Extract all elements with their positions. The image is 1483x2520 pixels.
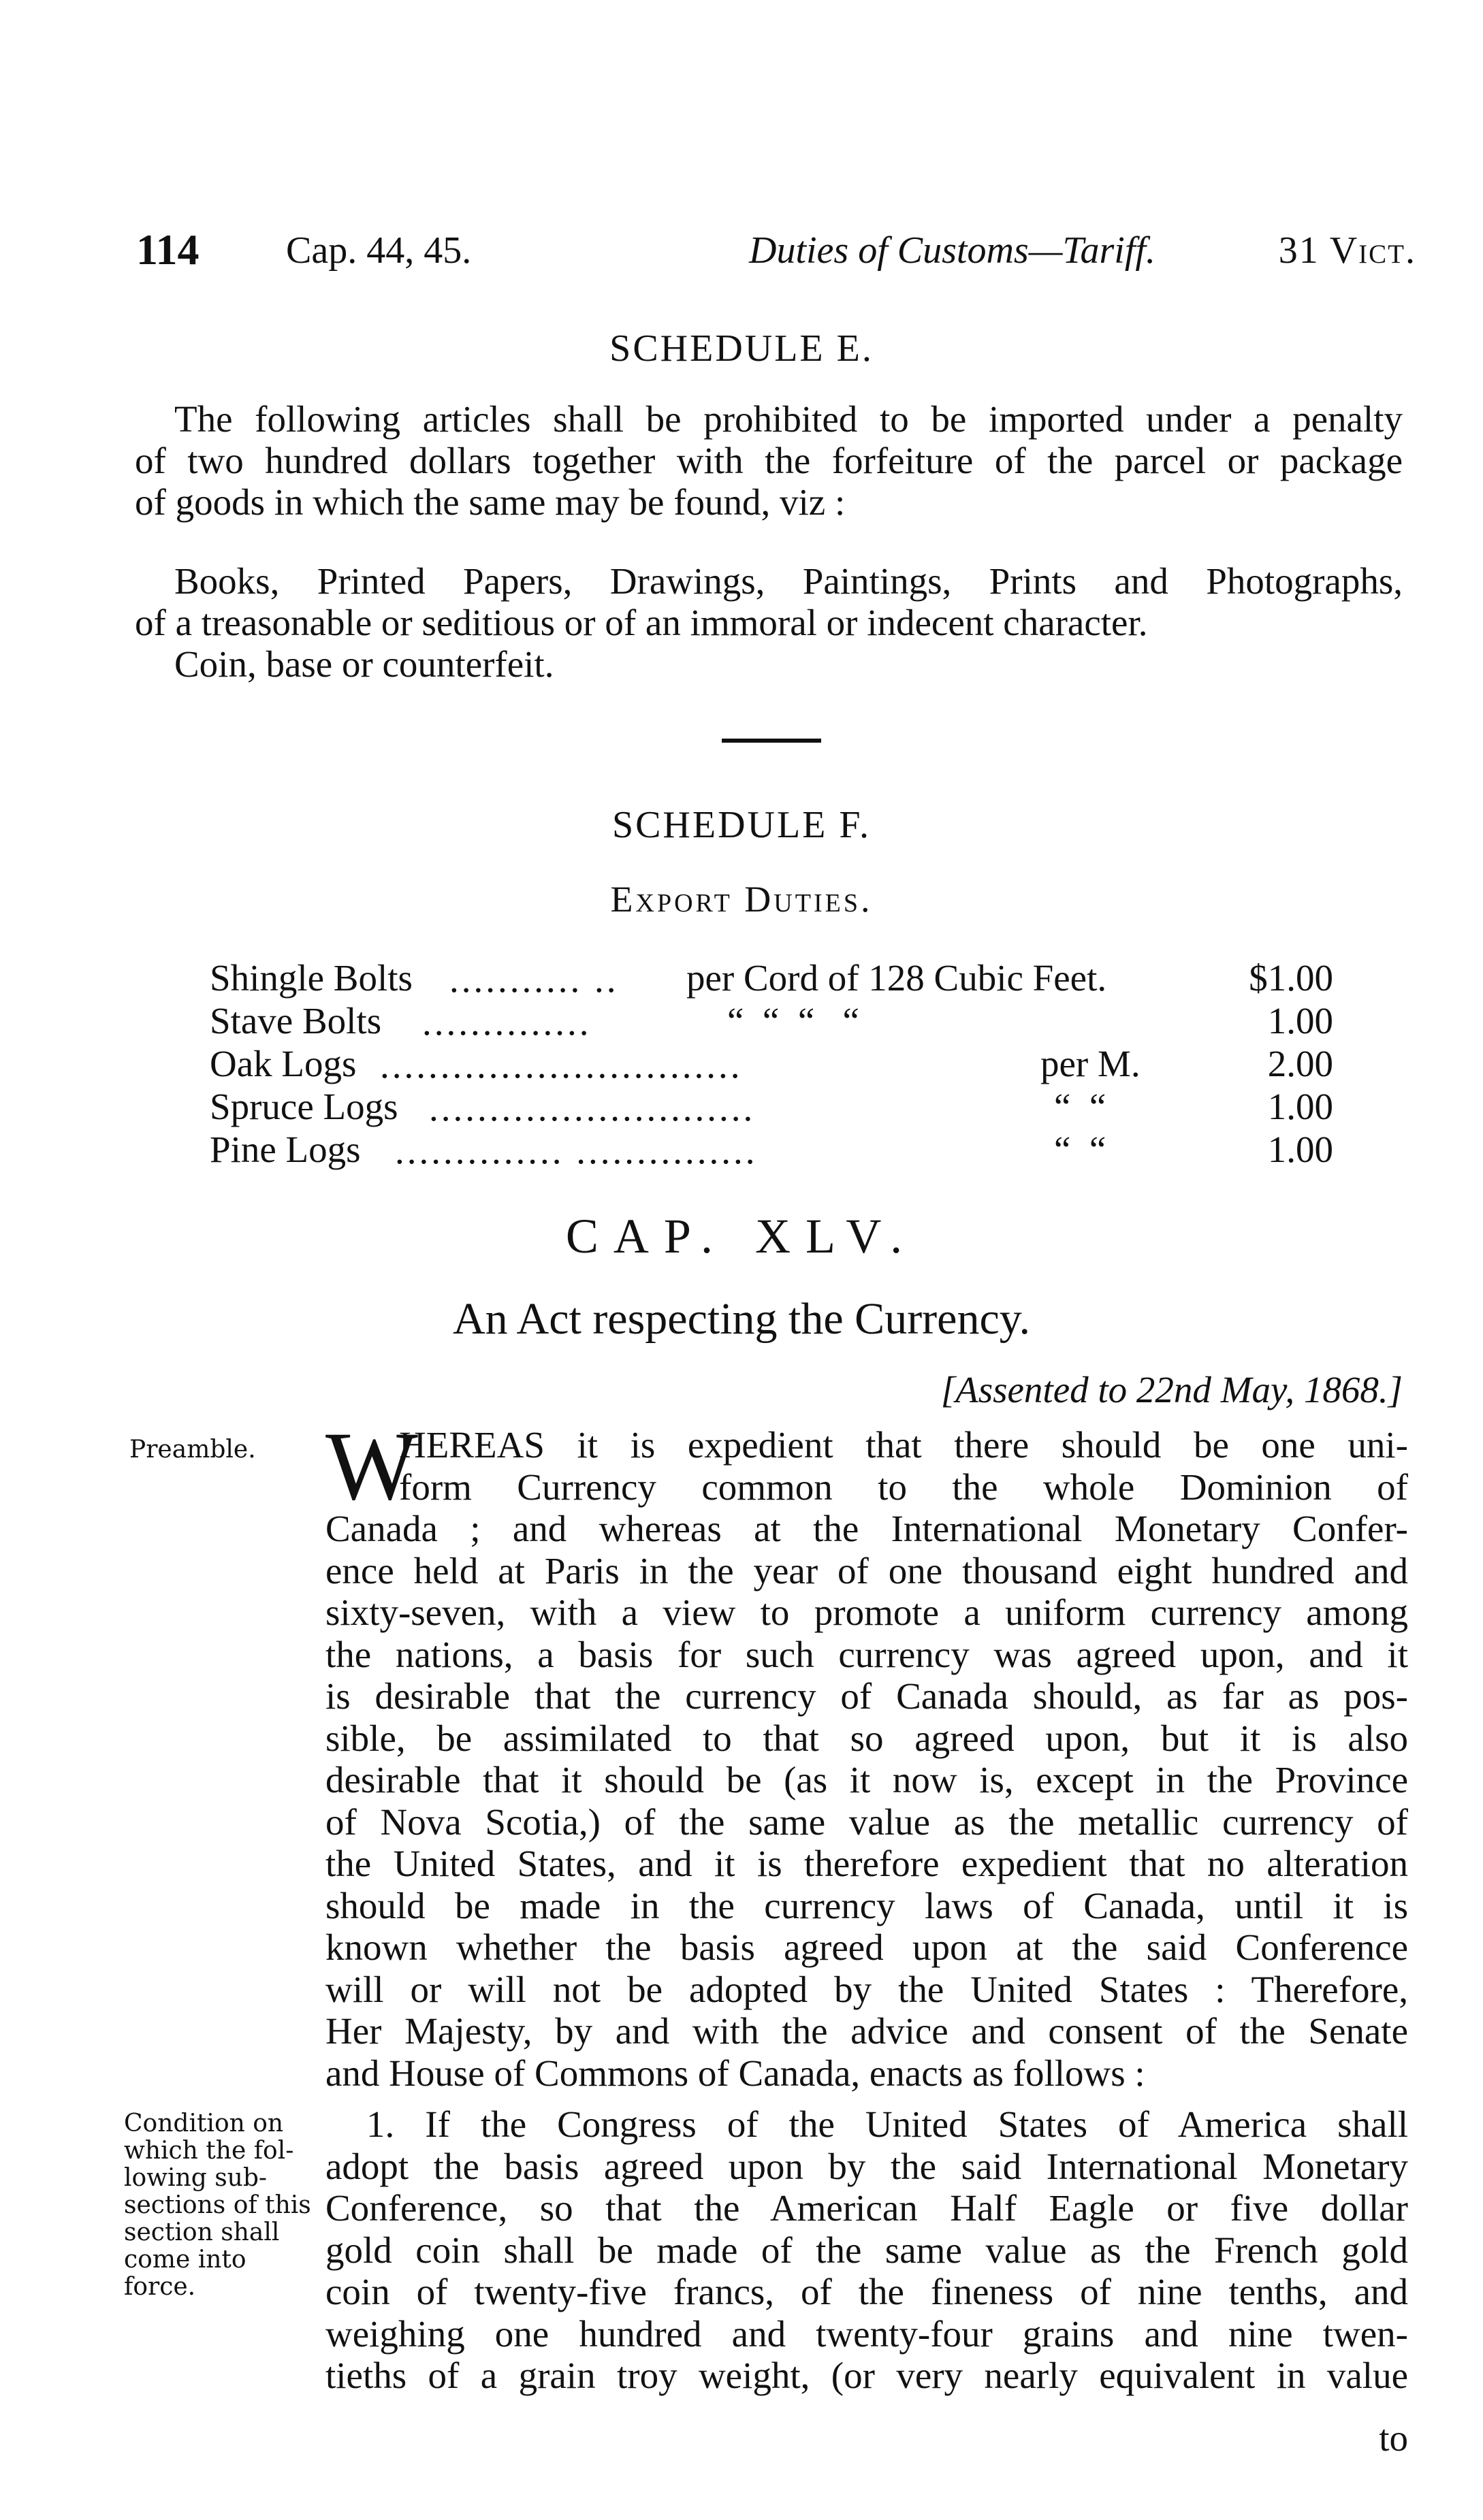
duty-item: Pine Logs <box>210 1129 361 1170</box>
margin-note-line: lowing sub- <box>124 2164 268 2192</box>
assent-date: [Assented to 22nd May, 1868.] <box>940 1369 1403 1410</box>
schedule-e-intro <box>135 398 1403 523</box>
text-line: is desirable that the currency of Canada should, as far as pos- <box>325 1675 1408 1717</box>
margin-note-line: sections of this <box>124 2191 311 2219</box>
text-line: Canada ; and whereas at the International Monetary Confer- <box>325 1508 1408 1549</box>
dot-leader: .............................. <box>380 1044 743 1086</box>
duty-rate: 1.00 <box>1267 1129 1333 1170</box>
text-line: gold coin shall be made of the same value as the French gold <box>325 2229 1408 2271</box>
text-line: known whether the basis agreed upon at the said Conference <box>325 1926 1408 1968</box>
preamble-text <box>325 1412 1408 2094</box>
text-line: sible, be assimilated to that so agreed upon, but it is also <box>325 1717 1408 1759</box>
act-title: An Act respecting the Currency. <box>453 1294 1030 1344</box>
duty-rate: $1.00 <box>1249 957 1333 999</box>
duty-unit: “ “ <box>1054 1086 1106 1127</box>
text-line: and House of Commons of Canada, enacts as follows : <box>325 2052 1145 2094</box>
text-line: Books, Printed Papers, Drawings, Paintings, Prints and Photographs, <box>174 560 1403 602</box>
text-line: of two hundred dollars together with the forfeiture of the parcel or package <box>135 440 1403 481</box>
regnal-year: 31 Vict. <box>1278 229 1416 272</box>
text-line: form Currency common to the whole Dominion of <box>399 1466 1408 1508</box>
page-number: 114 <box>136 225 200 274</box>
text-line: coin of twenty-five francs, of the fineness of nine tenths, and <box>325 2271 1408 2312</box>
margin-note-line: section shall <box>124 2218 280 2246</box>
duty-unit: per M. <box>1040 1043 1141 1084</box>
text-line: of a treasonable or seditious or of an immoral or indecent character. <box>135 602 1148 643</box>
dot-leader: ........... .. <box>449 958 619 1000</box>
text-line: weighing one hundred and twenty-four grains and nine twen- <box>325 2312 1408 2355</box>
running-title: Duties of Customs—Tariff. <box>749 229 1155 272</box>
text-line: of Nova Scotia,) of the same value as the metallic currency of <box>325 1800 1408 1843</box>
text-line: should be made in the currency laws of Canada, until it is <box>325 1884 1408 1926</box>
text-line: the United States, and it is therefore expedient that no alteration <box>325 1843 1408 1884</box>
chapter-reference: Cap. 44, 45. <box>286 229 472 272</box>
duty-row <box>210 956 1333 1000</box>
schedule-e-items <box>135 560 1403 685</box>
section-divider <box>722 739 821 743</box>
duty-row <box>210 1042 1333 1086</box>
margin-note-preamble: Preamble. <box>129 1436 256 1464</box>
dot-leader: ........................... <box>429 1087 756 1129</box>
export-duties-heading: Export Duties. <box>610 879 873 920</box>
dot-leader: .............. ............... <box>395 1130 758 1172</box>
dot-leader: .............. <box>422 1001 592 1043</box>
drop-cap: W <box>325 1412 418 1521</box>
duty-rate: 2.00 <box>1267 1043 1333 1084</box>
schedule-e-heading: SCHEDULE E. <box>609 327 874 370</box>
text-line: sixty-seven, with a view to promote a uniform currency among <box>325 1592 1408 1633</box>
section-1-text <box>325 2103 1408 2397</box>
duty-row <box>210 999 1333 1043</box>
text-line: the nations, a basis for such currency was agreed upon, and it <box>325 1633 1408 1675</box>
text-line: of goods in which the same may be found, viz : <box>135 481 846 523</box>
text-line: The following articles shall be prohibited to be imported under a penalty <box>174 398 1403 440</box>
schedule-f-heading: SCHEDULE F. <box>611 804 872 846</box>
text-line: tieths of a grain troy weight, (or very nearly equivalent in value <box>325 2355 1408 2396</box>
duty-item: Stave Bolts <box>210 1000 382 1041</box>
text-line: desirable that it should be (as it now is, except in the Province <box>325 1759 1408 1800</box>
catch-word: to <box>1379 2417 1408 2459</box>
margin-note-line: Condition on <box>124 2110 284 2137</box>
duty-item: Shingle Bolts <box>210 957 413 999</box>
text-line: adopt the basis agreed upon by the said International Monetary <box>325 2145 1408 2187</box>
running-header <box>136 225 1416 279</box>
duty-item: Spruce Logs <box>210 1086 398 1127</box>
margin-note-line: force. <box>124 2273 196 2301</box>
text-line: Coin, base or counterfeit. <box>174 643 554 685</box>
margin-note-line: come into <box>124 2246 246 2274</box>
duty-rate: 1.00 <box>1267 1000 1333 1041</box>
duty-unit: “ “ “ “ <box>727 1000 859 1041</box>
chapter-number: CAP. XLV. <box>565 1209 918 1263</box>
duty-row <box>210 1085 1333 1129</box>
duty-unit: per Cord of 128 Cubic Feet. <box>686 957 1107 999</box>
duty-item: Oak Logs <box>210 1043 357 1084</box>
text-line: will or will not be adopted by the United States : Therefore, <box>325 1968 1408 2010</box>
margin-note-section-1 <box>124 2110 311 2301</box>
text-line: 1. If the Congress of the United States of America shall <box>366 2103 1408 2145</box>
duty-rate: 1.00 <box>1267 1086 1333 1127</box>
text-line: ence held at Paris in the year of one thousand eight hundred and <box>325 1549 1408 1592</box>
duty-unit: “ “ <box>1054 1129 1106 1170</box>
text-line: Her Majesty, by and with the advice and consent of the Senate <box>325 2010 1408 2052</box>
duty-row <box>210 1128 1333 1172</box>
text-line: Conference, so that the American Half Eagle or five dollar <box>325 2187 1408 2229</box>
margin-note-line: which the fol- <box>124 2137 294 2165</box>
text-line: HEREAS it is expedient that there should be one uni- <box>399 1424 1408 1466</box>
